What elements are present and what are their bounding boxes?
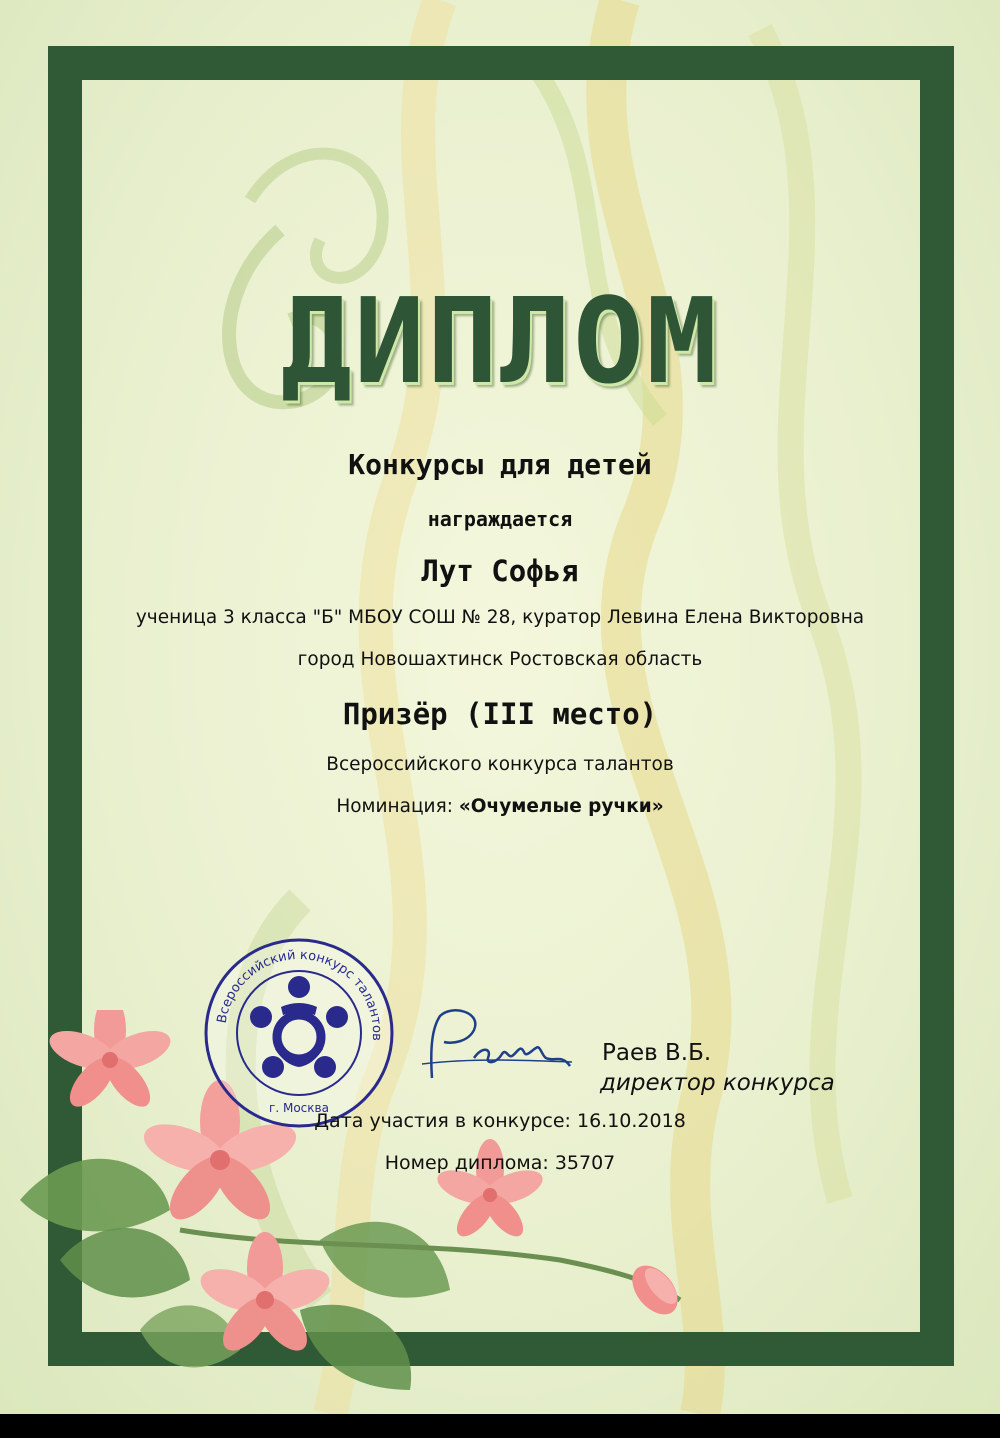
nomination <box>0 796 1000 817</box>
recipient-details: ученица 3 класса "Б" МБОУ СОШ № 28, куратор Левина Елена Викторовна <box>135 607 865 628</box>
award-place: Призёр (III место) <box>342 697 658 731</box>
nomination-value: «Очумелые ручки» <box>458 796 664 817</box>
contest-seal <box>203 937 395 1129</box>
flower-left <box>45 1010 176 1114</box>
nomination-label: Номинация: <box>336 796 459 817</box>
signature-mark <box>412 1008 577 1088</box>
participation-date: Дата участия в конкурсе: 16.10.2018 <box>314 1110 686 1132</box>
seal-city-text: г. Москва <box>269 1101 329 1115</box>
organization-name: Конкурсы для детей <box>348 448 652 481</box>
flower-bud <box>623 1257 687 1323</box>
signer-role: директор конкурса <box>600 1070 835 1096</box>
bottom-letterbox <box>0 1414 1000 1438</box>
leaf-group <box>20 1159 680 1390</box>
recipient-name: Лут Софья <box>421 554 579 588</box>
seal-ring-text: Всероссийский конкурс талантов <box>214 947 385 1042</box>
recipient-location: город Новошахтинск Ростовская область <box>297 649 703 670</box>
awarded-label: награждается <box>427 507 573 531</box>
diploma-number: Номер диплома: 35707 <box>384 1152 616 1174</box>
signer-name: Раев В.Б. <box>602 1040 712 1066</box>
contest-name: Всероссийского конкурса талантов <box>326 754 674 775</box>
diploma-title: ДИПЛОМ <box>280 272 720 410</box>
